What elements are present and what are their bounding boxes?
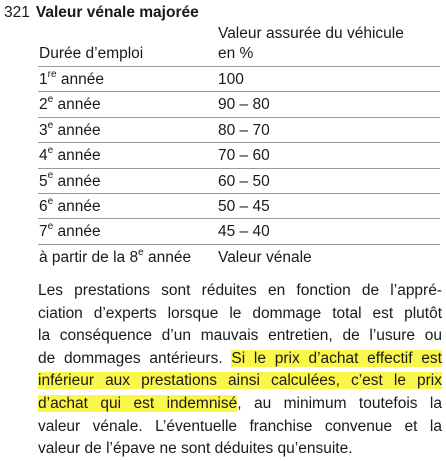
value-cell: 100 [218,71,244,88]
depreciation-table [38,24,440,270]
table-row [38,92,440,117]
value-cell: 50 – 45 [218,197,270,215]
value-cell: 80 – 70 [218,121,270,139]
paragraph-line: ciation d’experts lorsque le dommage total est plutôt [38,304,442,322]
highlighted-text: Si le prix d’achat effectif est [231,349,442,367]
table-row [38,118,440,143]
value-cell: 70 – 60 [218,147,270,165]
year-cell: 1re année [39,68,104,88]
highlighted-text: inférieur aux prestations ainsi calculées, c’est le prix [38,372,442,390]
paragraph-line: d’achat qui est indemnisé, au minimum toutefois la [38,394,442,412]
table-row [38,143,440,168]
paragraph-line: valeur vénale. L’éventuelle franchise convenue et la [38,417,442,435]
year-cell: 3e année [39,119,101,139]
table-row [38,67,440,92]
paragraph-line [38,370,442,393]
year-cell: 4e année [39,145,101,165]
section-title: Valeur vénale majorée [35,4,199,21]
value-cell: Valeur vénale [218,248,312,266]
paragraph-line: de dommages antérieurs. Si le prix d’achat effectif est [38,349,442,367]
col-header-duration: Durée d’emploi [39,45,144,62]
section-heading [4,2,199,24]
value-cell: 45 – 40 [218,223,270,241]
paragraph-line: la conséquence d’un mauvais entretien, de l’usure ou [38,327,442,345]
year-cell: à partir de la 8e année [39,246,192,266]
paragraph-line: Les prestations sont réduites en fonction de l’appré- [38,282,442,299]
year-cell: 7e année [39,221,101,241]
paragraph-line: valeur de l’épave ne sont déduites qu’ensuite. [38,440,353,458]
table-row [38,245,440,270]
table-row [38,169,440,194]
value-cell: 60 – 50 [218,172,270,190]
year-cell: 5e année [39,170,101,190]
section-number: 321 [4,4,30,21]
year-cell: 6e année [39,195,101,215]
value-cell: 90 – 80 [218,96,270,114]
body-paragraph [38,280,442,461]
col-header-value: Valeur assurée du véhicule en % [218,25,404,62]
year-cell: 2e année [39,94,101,114]
table-header [38,24,440,67]
highlighted-text: d’achat qui est indemnisé [38,394,238,412]
table-row [38,219,440,244]
table-row [38,194,440,219]
